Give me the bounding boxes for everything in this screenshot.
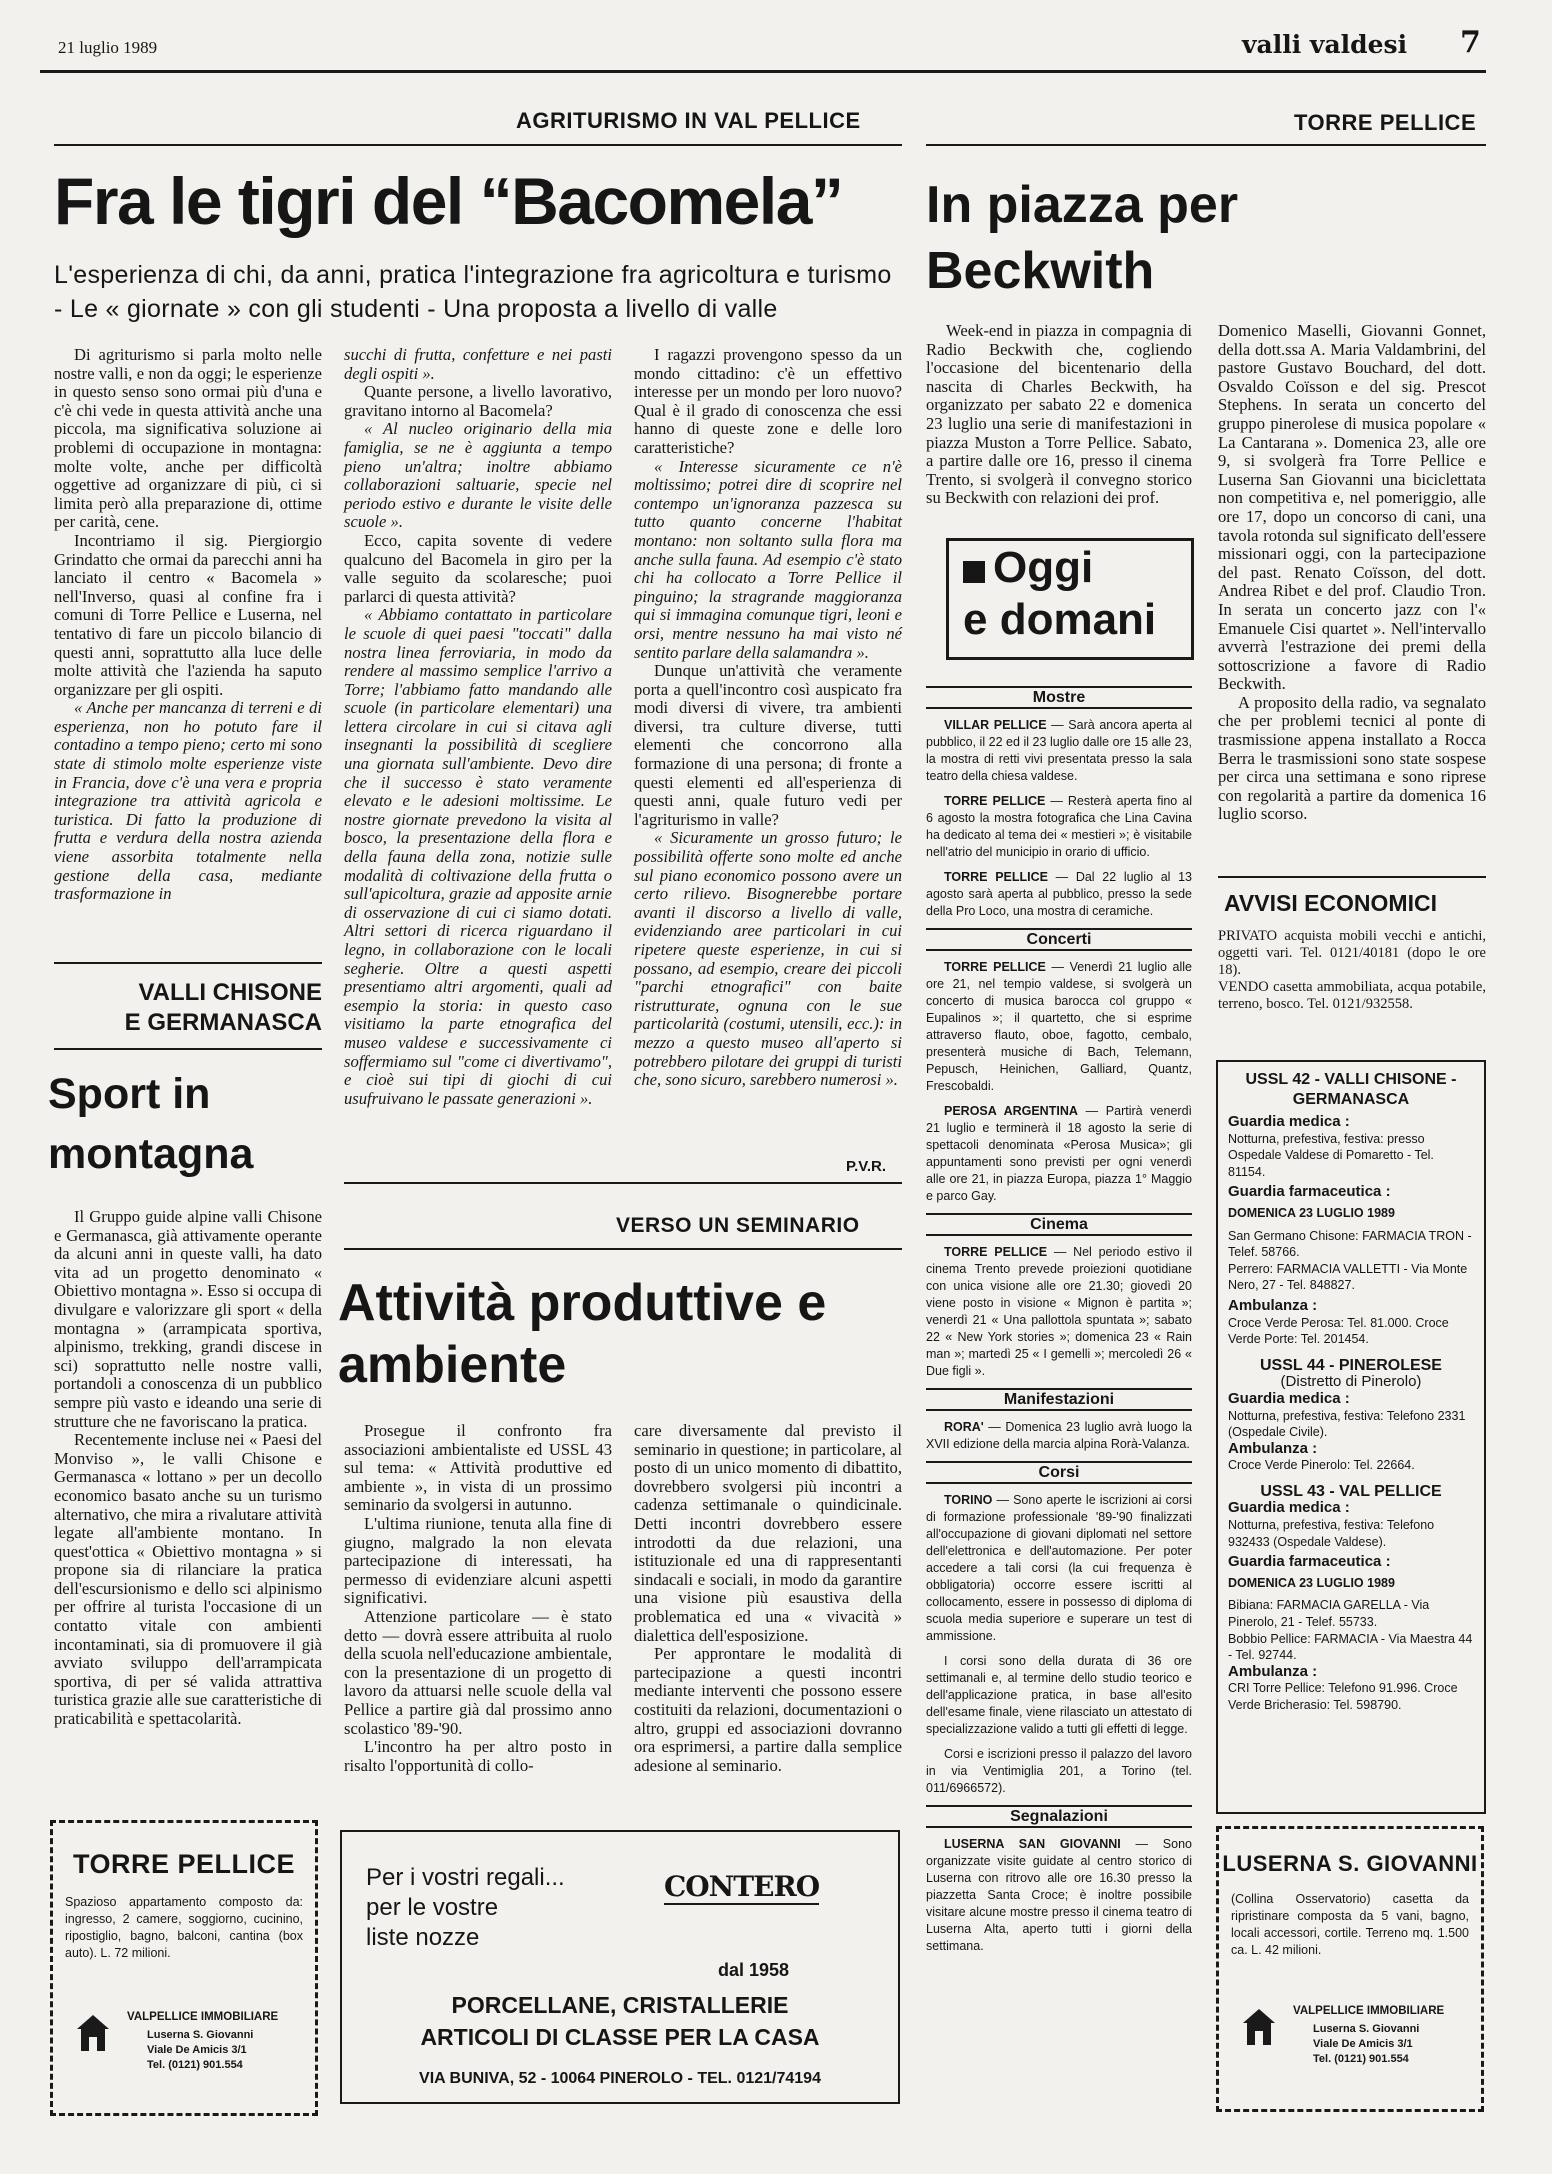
seminario-para: L'ultima riunione, tenuta alla fine di giugno, malgrado la non elevata partecipazione di interessati, ha permesso di evidenziare alcuni aspetti significativi.: [344, 1513, 612, 1608]
beckwith-kicker: TORRE PELLICE: [1294, 110, 1477, 135]
listing-location: TORRE PELLICE: [944, 794, 1046, 808]
contero-logo-text: CONTERO: [664, 1870, 820, 1903]
ussl-label: Guardia medica :: [1228, 1389, 1350, 1407]
ussl-label: Guardia medica :: [1228, 1499, 1350, 1517]
agri-kicker-rule: [54, 144, 902, 146]
ad-text: (Collina Osservatorio) casetta da ripristinare composta da 5 vani, bagno, locali accessori, cortile. Terreno mq. 1.500 ca. L. 42 milioni.: [1231, 1892, 1469, 1957]
square-bullet-icon: [963, 561, 985, 583]
oggi-title-line1: Oggi: [993, 543, 1094, 592]
avvisi-item: PRIVATO acquista mobili vecchi e antichi, oggetti vari. Tel. 0121/40181 (dopo le ore 18).: [1218, 928, 1486, 978]
listing-text: I corsi sono della durata di 36 ore settimanali e, al termine dello studio teorico e dell'applicazione pratica, in base all'esito dell'esame finale, viene rilasciato un attestato di specializzazione valido a tutti gli effetti di legge.: [926, 1654, 1192, 1736]
contero-line: Per i vostri regali...: [366, 1864, 565, 1891]
agri-col-1: [54, 346, 322, 904]
ad-tel: Tel. (0121) 901.554: [1313, 2053, 1409, 2065]
seminario-para: Attenzione particolare — è stato detto — dovrà essere attribuita al ruolo della scuola nell'educazione ambientale, con la presentazione di un progetto di lavoro da attuarsi nelle scuole della val Pellice a partire già dal prossimo anno scolastico '89-'90.: [344, 1606, 612, 1738]
agri-para: succhi di frutta, confetture e nei pasti degli ospiti ».: [344, 345, 612, 383]
avvisi-title: AVVISI ECONOMICI: [1224, 890, 1437, 916]
beckwith-para: A proposito della radio, va segnalato che per problemi tecnici al ponte di trasmissione appena installato a Rocca Berra le trasmissioni sono state sospese per circa una settimana e sono riprese con regolarità a partire da domenica 16 luglio scorso.: [1218, 692, 1486, 824]
ussl44-title: USSL 44 - PINEROLESE: [1260, 1356, 1442, 1374]
listing-location: TORRE PELLICE: [944, 960, 1046, 974]
seminario-rule: [344, 1248, 902, 1250]
ussl42-title: USSL 42 - VALLI CHISONE - GERMANASCA: [1245, 1071, 1457, 1108]
listing-item: [926, 1836, 1192, 1955]
header-rule: [40, 70, 1486, 73]
avvisi-text: [1218, 928, 1486, 1013]
ussl43-title: USSL 43 - VAL PELLICE: [1260, 1482, 1442, 1500]
ussl-text: Notturna, prefestiva, festiva: presso Ospedale Valdese di Pomaretto - Tel. 81154.: [1228, 1131, 1434, 1179]
listing-item: [926, 1244, 1192, 1380]
segnalazioni-heading: Segnalazioni: [926, 1805, 1192, 1828]
listing-item: [926, 793, 1192, 861]
sport-body: [54, 1208, 322, 1729]
ad-tel: Tel. (0121) 901.554: [147, 2059, 243, 2071]
ussl-content: [1228, 1070, 1474, 1714]
seminario-para: L'incontro ha per altro posto in risalto l'opportunità di collo-: [344, 1737, 612, 1775]
agri-para: Di agriturismo si parla molto nelle nostre valli, e non da oggi; le esperienze in questo senso sono ormai più d'una e c'è chi vede in questa attività anche una piccola, ma significativa soluzione ai problemi di occupazione in montagna: molte volte, anche per difficoltà oggettive ad organizzare di più, ci si limita però alla preparazione di, ottime per carità, cene.: [54, 345, 322, 532]
ad-agency: VALPELLICE IMMOBILIARE: [127, 2011, 279, 2023]
beckwith-kicker-rule: [926, 144, 1486, 146]
listing-text: — Sono aperte le iscrizioni ai corsi di formazione professionale '89-'90 finalizzati all'occupazione di giovani diplomati nel settore dell'elettronica e dell'automazione. Per poter accedere a tali corsi (la cui frequenza è obbligatoria) occorre essere iscritti al collocamento, essere in possesso di diploma di scuola media superiore e superare un test di ammissione.: [926, 1493, 1192, 1643]
seminario-para: care diversamente dal previsto il seminario in questione; in particolare, al posto di un unico momento di dibattito, dovrebbero svolgersi più incontri a cadenza settimanale o quindicinale. Detti incontri dovrebbero essere introdotti da due relazioni, una istituzionale ed una di rappresentanti sindacali e sociali, in modo da garantire una visione più esaustiva della problematica ed una « vivacità » dialettica dell'esposizione.: [634, 1421, 902, 1645]
ussl-text: Notturna, prefestiva, festiva: Telefono 2331 (Ospedale Civile).: [1228, 1408, 1466, 1440]
beckwith-para: Domenico Maselli, Giovanni Gonnet, della dott.ssa A. Maria Valdambrini, del pastore Gustavo Bouchard, del dott. Osvaldo Coïsson e del sig. Prescot Stephens. In serata un concerto del gruppo pinerolese di musica popolare « La Cantarana ». Domenica 23, alle ore 9, si svolgerà fra Torre Pellice e Luserna San Giovanni una biciclettata non competitiva e, nel pomeriggio, alle ore 17, dopo un concorso di cani, una tavola rotonda sul significato dell'essere missionari oggi, con la partecipazione del past. Renato Coïsson, del dott. Andrea Ribet e del prof. Claudio Tron. In serata un concerto jazz con l'« Emanuele Cisi quartet ». Nell'intervallo avverrà l'estrazione dei premi della sottoscrizione a favore di Radio Beckwith.: [1218, 321, 1486, 694]
agri-para: Incontriamo il sig. Piergiorgio Grindatto che ormai da parecchi anni ha lanciato il centro « Bacomela » nell'Inverso, quasi al confine fra i comuni di Torre Pellice e Luserna, nel tentativo di fare un piccolo bilancio di questi anni, soprattutto alla luce delle molte attività che l'azienda ha saputo organizzare per gli ospiti.: [54, 530, 322, 699]
seminario-col-1: [344, 1422, 612, 1775]
contero-logo: [664, 1870, 844, 1920]
ad-contero: [340, 1830, 900, 2104]
agri-para: « Interesse sicuramente ce n'è moltissimo; potrei dire di scoprire nel contempo un'ignoranza pazzesca su tutto quanto concerne l'habitat montano: non soltanto sulla flora ma anche sulla fauna. Ad esempio c'è stato chi ha collocato a Torre Pellice il pinguino; la stragrande maggioranza qui si immagina comunque tigri, leoni e orsi, mentre nessuno ha mai visto né sentito parlare della salamandra ».: [634, 456, 902, 662]
agri-para: « Abbiamo contattato in particolare le scuole di quei paesi "toccati" dalla nostra linea ferroviaria, in modo da rendere al massimo semplice l'arrivo a Torre; l'abbiamo fatto mandando alle scuole (in particolare elementari) una lettera circolare in cui si citava agli insegnanti la possibilità di scegliere una giornata sull'ambiente. Devo dire che il successo è stato veramente elevato e le adesioni moltissime. Le nostre giornate prevedono la visita al bosco, la presentazione della flora e della fauna della zona, notizie sulle modalità di coltivazione della frutta o sull'apicoltura, grazie ad apposite arnie di osservazione di cui ci siamo dotati. Altri settori di ricerca riguardano il legno, in collaborazione con le locali segherie. Oltre a questi aspetti presentiamo altri argomenti, quali ad esempio la storia: in questo caso visitiamo la parte etnografica del museo valdese e successivamente ci soffermiamo sul "come ci divertivamo", e cioè sui tipi di giochi di cui usufruivano le passate generazioni ».: [344, 605, 612, 1108]
sport-para: Recentemente incluse nei « Paesi del Monviso », le valli Chisone e Germanasca « lottano » per un decollo economico basato anche su un turismo alternativo, che mira a rivalutare attività legate all'ambiente montano. In quest'ottica « Obiettivo montagna » si propone sia di rilanciare la pratica dell'escursionismo e dello sci alpinismo per offrire al turista l'occasione di un contatto vitale con ambienti incontaminati, sia di promuovere il già avviato sviluppo dell'arrampicata sportiva, di per sé valida attrattiva turistica grazie alle sue caratteristiche di praticabilità e spettacolarità.: [54, 1430, 322, 1729]
ad-addr: Luserna S. Giovanni: [147, 2029, 254, 2041]
ad-luserna: [1216, 1826, 1484, 2112]
listing-item: [926, 959, 1192, 1095]
contero-line: per le vostre: [366, 1894, 499, 1921]
sport-para: Il Gruppo guide alpine valli Chisone e Germanasca, già attivamente operante da alcuni anni in queste valli, ha dato vita ad un progetto denominato « Obiettivo montagna ». Esso si occupa di divulgare e valorizzare gli sport « della montagna » (arrampicata sportiva, alpinismo, trekking, grandi discese in sci) soprattutto nelle nostre valli, portandoli a conoscenza di un pubblico sempre più vasto e ideando una serie di strutture che ne favoriscano la pratica.: [54, 1207, 322, 1431]
page-number: 7: [1460, 25, 1481, 60]
seminario-headline: Attività produttive e ambiente: [338, 1274, 827, 1394]
agri-col-2: [344, 346, 612, 1108]
agri-subhead: L'esperienza di chi, da anni, pratica l'integrazione fra agricoltura e turismo - Le « giornate » con gli studenti - Una proposta a livello di valle: [54, 261, 892, 323]
listing-location: PEROSA ARGENTINA: [944, 1104, 1078, 1118]
ad-title: LUSERNA S. GIOVANNI: [1222, 1851, 1478, 1876]
ussl-label: Guardia farmaceutica :: [1228, 1183, 1391, 1201]
contero-address: VIA BUNIVA, 52 - 10064 PINEROLO - TEL. 0121/74194: [419, 2070, 821, 2087]
listing-location: TORRE PELLICE: [944, 1245, 1048, 1259]
listing-text: — Sarà ancora aperta al pubblico, il 22 ed il 23 luglio dalle ore 15 alle 23, la mostra di retti vivi presentata presso la sala teatro della chiesa valdese.: [926, 718, 1192, 783]
listing-item: [926, 869, 1192, 920]
ussl-label: Ambulanza :: [1228, 1296, 1318, 1314]
ussl-text: Notturna, prefestiva, festiva: Telefono 932433 (Ospedale Valdese).: [1228, 1518, 1435, 1549]
ussl-text: San Germano Chisone: FARMACIA TRON - Telef. 58766.: [1228, 1228, 1472, 1260]
contero-tagline: ARTICOLI DI CLASSE PER LA CASA: [420, 2024, 820, 2050]
house-icon: [1241, 2007, 1277, 2047]
agri-para: « Al nucleo originario della mia famiglia, se ne è aggiunta a tempo pieno un'altra; inoltre abbiamo collaborazioni saltuarie, specie nel periodo estivo e durante le visite delle scuole ».: [344, 419, 612, 532]
ussl-date: DOMENICA 23 LUGLIO 1989: [1228, 1205, 1395, 1220]
ad-addr: Viale De Amicis 3/1: [1313, 2038, 1413, 2050]
ad-addr: Luserna S. Giovanni: [1313, 2023, 1420, 2035]
listing-text: — Nel periodo estivo il cinema Trento prevede proiezioni quotidiane con unica visione alle ore 21.30; giovedì 20 viene posto in visione « Mignon è partita »; venerdì 21 « Una pallottola spuntata »; sabato 22 « New York stories »; domenica 23 « Rain man »; martedì 25 « I gemelli »; mercoledì 26 « Due figli ».: [926, 1245, 1192, 1378]
contero-since: dal 1958: [718, 1960, 790, 1980]
agri-para: Ecco, capita sovente di vedere qualcuno del Bacomela in giro per la valle seguito da scolaresche; puoi parlarci di questa attività?: [344, 530, 612, 606]
avvisi-rule: [1218, 876, 1486, 878]
listing-location: VILLAR PELLICE: [944, 718, 1047, 732]
sport-rule-top: [54, 962, 322, 964]
ussl-label: Guardia medica :: [1228, 1113, 1350, 1130]
seminario-para: Per approntare le modalità di partecipazione a questi incontri mediante interventi che possono essere costituiti da relazioni, documentazioni o altro, gruppi ed associazioni dovranno ora esprimersi, a partire dalla semplice adesione al seminario.: [634, 1644, 902, 1775]
corsi-heading: Corsi: [926, 1461, 1192, 1484]
ad-title: TORRE PELLICE: [72, 1849, 296, 1879]
ussl-box: [1216, 1060, 1486, 1814]
listing-text: — Dal 22 luglio al 13 agosto sarà aperta al pubblico, presso la sede della Pro Loco, una mostra di ceramiche.: [926, 870, 1192, 918]
beckwith-headline: In piazza per Beckwith: [926, 176, 1239, 300]
avvisi-item: VENDO casetta ammobiliata, acqua potabile, terreno, bosco. Tel. 0121/932558.: [1218, 979, 1486, 1012]
ussl-text: Croce Verde Pinerolo: Tel. 22664.: [1228, 1458, 1415, 1473]
agri-kicker: AGRITURISMO IN VAL PELLICE: [516, 108, 861, 133]
ussl-label: Ambulanza :: [1228, 1662, 1318, 1680]
beckwith-col-1: [926, 322, 1192, 508]
ussl-text: Bobbio Pellice: FARMACIA - Via Maestra 44 - Tel. 92744.: [1228, 1631, 1473, 1663]
agri-para: « Anche per mancanza di terreni e di esperienza, non ho potuto fare il contadino a tempo pieno; certo mi sono state di stimolo molte esperienze viste in Francia, dove c'è una vera e propria integrazione tra attività agricola e turistica. Di fatto la produzione di frutta e verdura della nostra azienda viene assorbita totalmente nella gestione della casa, mediante trasformazione in: [54, 698, 322, 904]
agri-para: « Sicuramente un grosso futuro; le possibilità offerte sono molte ed anche sul piano economico possono avere un certo rilievo. Bisognerebbe portare avanti il discorso a livello di valle, evidenziando aree particolari in cui ripetere queste esperienze, in cui si possano, ad esempio, creare dei piccoli "parchi etnografici" con baite ristrutturate, ognuna con le sue particolarità (costumi, utensili, ecc.): in mezzo a questo museo all'aperto si potrebbero pilotare dei gruppi di turisti che, sono sicuro, sarebbero numerosi ».: [634, 828, 902, 1090]
seminario-para: Prosegue il confronto fra associazioni ambientaliste ed USSL 43 sul tema: « Attività produttive ed ambiente », in vista di un prossimo seminario da svolgersi in autunno.: [344, 1421, 612, 1515]
masthead: valli valdesi: [1242, 30, 1408, 59]
sport-headline: Sport in montagna: [48, 1070, 254, 1178]
listing-item: [926, 1419, 1192, 1453]
house-icon: [75, 2013, 111, 2053]
seminario-kicker: VERSO UN SEMINARIO: [616, 1214, 860, 1237]
cinema-heading: Cinema: [926, 1213, 1192, 1236]
ussl-text: CRI Torre Pellice: Telefono 91.996. Croce Verde Bricherasio: Tel. 598790.: [1228, 1681, 1458, 1712]
listing-text: — Venerdì 21 luglio alle ore 21, nel tempio valdese, si svolgerà un concerto di musica barocca col gruppo « Eupalinos »; il quartetto, che si esprime attraverso flauto, oboe, fagotto, cembalo, presenterà musiche di Bach, Telemann, Pepusch, Heinichen, Galliard, Quantz, Frescobaldi.: [926, 960, 1192, 1093]
ussl-text: Croce Verde Perosa: Tel. 81.000. Croce Verde Porte: Tel. 201454.: [1228, 1315, 1449, 1347]
listing-item: [926, 1492, 1192, 1645]
listing-item: [926, 1103, 1192, 1205]
mostre-heading: Mostre: [926, 686, 1192, 709]
manifestazioni-heading: Manifestazioni: [926, 1388, 1192, 1411]
listing-text: — Resterà aperta fino al 6 agosto la mostra fotografica che Lina Cavina ha dedicato al tema dei « mestieri »; è visitabile nell'atrio del municipio in orario di ufficio.: [926, 794, 1192, 859]
contero-tagline: PORCELLANE, CRISTALLERIE: [451, 1992, 789, 2018]
beckwith-para: Week-end in piazza in compagnia di Radio Beckwith che, cogliendo l'occasione del bicentenario della nascita di Charles Beckwith, ha organizzato per sabato 22 e domenica 23 luglio una serie di manifestazioni in piazza Muston a Torre Pellice. Sabato, a partire dalle ore 16, presso il cinema Trento, si svolgerà il convegno storico su Beckwith con relazioni dei prof.: [926, 321, 1192, 508]
listing-text: — Domenica 23 luglio avrà luogo la XVII edizione della marcia alpina Rorà-Valanza.: [926, 1420, 1192, 1451]
contero-line: liste nozze: [366, 1924, 480, 1951]
oggi-listings: [926, 680, 1192, 1963]
beckwith-col-2: [1218, 322, 1486, 824]
ad-text: Spazioso appartamento composto da: ingresso, 2 camere, soggiorno, cucinino, ripostiglio, bagno, balconi, cantina (box auto). L. 72 milioni.: [65, 1895, 303, 1960]
agri-bottom-rule: [344, 1182, 902, 1184]
ad-addr: Viale De Amicis 3/1: [147, 2044, 247, 2056]
ussl-text: Bibiana: FARMACIA GARELLA - Via Pinerolo, 21 - Telef. 55733.: [1228, 1598, 1430, 1630]
ad-agency: VALPELLICE IMMOBILIARE: [1293, 2005, 1445, 2017]
ussl44-sub: (Distretto di Pinerolo): [1280, 1373, 1422, 1391]
oggi-title-box: [946, 538, 1194, 660]
listing-item: [926, 717, 1192, 785]
agri-signature: P.V.R.: [846, 1158, 887, 1175]
listing-text: — Sono organizzate visite guidate al centro storico di Luserna con ritrovo alle ore 16.30 presso la piazzetta Santa Croce; è inoltre possibile visitare alcune mostre presso il cinema teatro di Luserna Alta, aperto tutti i giorni della settimana.: [926, 1837, 1192, 1953]
agri-para: Dunque un'attività che veramente porta a quell'incontro così auspicato fra modi diversi di vivere, tra ambienti diversi, tra culture diverse, tutti elementi che concorrono alla formazione di una persona; di fronte a questi elementi ed all'esperienza di questi anni, quale futuro vedi per l'agriturismo in valle?: [634, 661, 902, 829]
ad-torre-pellice: [50, 1820, 318, 2116]
sport-section-label: VALLI CHISONE E GERMANASCA: [124, 979, 322, 1036]
ussl-label: Ambulanza :: [1228, 1439, 1318, 1457]
listing-location: TORRE PELLICE: [944, 870, 1048, 884]
listing-text: — Partirà venerdì 21 luglio e terminerà il 18 agosto la serie di spettacoli denominata «Perosa Musica»; gli appuntamenti sono previsti per ogni venerdì alle ore 21, in piazza Europa, piazza 1° Maggio e parco Gay.: [926, 1104, 1192, 1203]
concerti-heading: Concerti: [926, 928, 1192, 951]
listing-location: TORINO: [944, 1493, 993, 1507]
agri-para: I ragazzi provengono spesso da un mondo cittadino: c'è un effettivo interesse per un mondo per loro nuovo? Qual è il grado di conoscenza che essi hanno di queste zone e delle loro caratteristiche?: [634, 345, 902, 457]
seminario-col-2: [634, 1422, 902, 1775]
listing-location: RORA': [944, 1420, 984, 1434]
agri-para: Quante persone, a livello lavorativo, gravitano intorno al Bacomela?: [344, 382, 612, 420]
ussl-text: Perrero: FARMACIA VALLETTI - Via Monte Nero, 27 - Tel. 848827.: [1228, 1261, 1468, 1293]
sport-rule: [54, 1048, 322, 1050]
listing-text: Corsi e iscrizioni presso il palazzo del lavoro in via Ventimiglia 201, a Torino (tel. 011/6966572).: [926, 1747, 1192, 1795]
issue-date: 21 luglio 1989: [58, 38, 158, 57]
agri-col-3: [634, 346, 902, 1090]
ussl-date: DOMENICA 23 LUGLIO 1989: [1228, 1575, 1395, 1590]
oggi-title-line2: e domani: [963, 595, 1157, 644]
ussl-label: Guardia farmaceutica :: [1228, 1553, 1391, 1571]
agri-headline: Fra le tigri del “Bacomela”: [54, 164, 843, 238]
listing-location: LUSERNA SAN GIOVANNI: [944, 1837, 1121, 1851]
